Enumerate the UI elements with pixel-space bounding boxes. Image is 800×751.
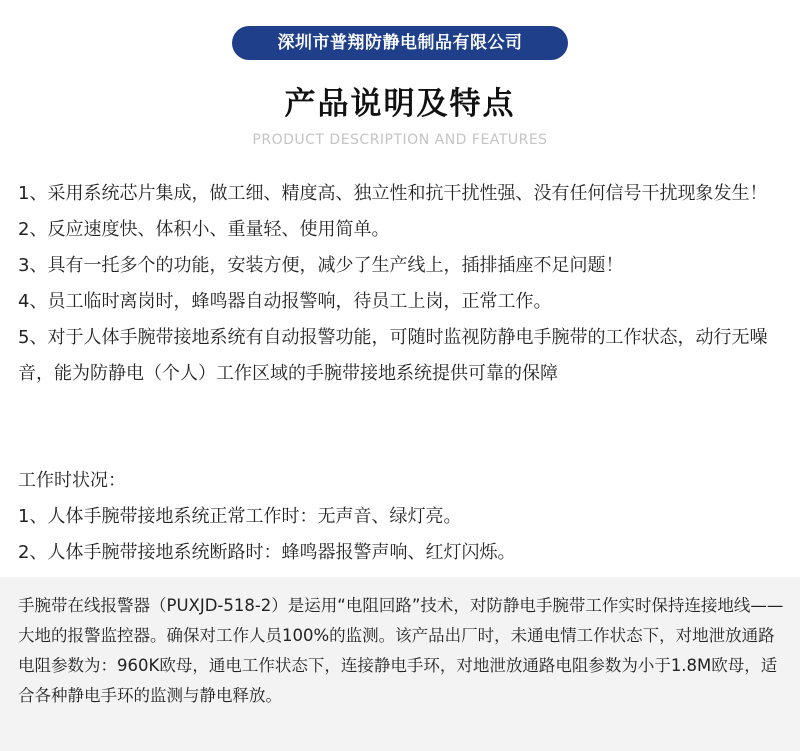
- working-status-section: [18, 463, 788, 571]
- description-text: 手腕带在线报警器（PUXJD-518-2）是运用“电阻回路”技术，对防静电手腕带工作实时保持连接地线——大地的报警监控器。确保对工作人员100%的监测。该产品出厂时，未通电情工作状态下，对地泄放通路电阻参数为：960K欧母，通电工作状态下，连接静电手环，对地泄放通路电阻参数为小于1.8M欧母，适合各种静电手环的监测与静电释放。: [18, 596, 784, 705]
- description-panel: [0, 577, 800, 751]
- feature-item: 5、对于人体手腕带接地系统有自动报警功能，可随时监视防静电手腕带的工作状态，动行无噪音，能为防静电（个人）工作区域的手腕带接地系统提供可靠的保障: [18, 327, 768, 384]
- company-name-badge: 深圳市普翔防静电制品有限公司: [232, 26, 568, 60]
- feature-list: [18, 176, 788, 392]
- status-item: 2、人体手腕带接地系统断路时：蜂鸣器报警声响、红灯闪烁。: [18, 542, 516, 563]
- status-heading: 工作时状况：: [18, 470, 126, 491]
- page-title: 产品说明及特点: [284, 86, 516, 122]
- feature-item: 1、采用系统芯片集成，做工细、精度高、独立性和抗干扰性强、没有任何信号干扰现象发生！: [18, 183, 768, 204]
- status-item: 1、人体手腕带接地系统正常工作时：无声音、绿灯亮。: [18, 506, 462, 527]
- feature-item: 3、具有一托多个的功能，安装方便，减少了生产线上，插排插座不足问题！: [18, 255, 624, 276]
- feature-item: 2、反应速度快、体积小、重量轻、使用简单。: [18, 219, 390, 240]
- page-subtitle: PRODUCT DESCRIPTION AND FEATURES: [252, 132, 548, 148]
- feature-item: 4、员工临时离岗时，蜂鸣器自动报警响，待员工上岗，正常工作。: [18, 291, 552, 312]
